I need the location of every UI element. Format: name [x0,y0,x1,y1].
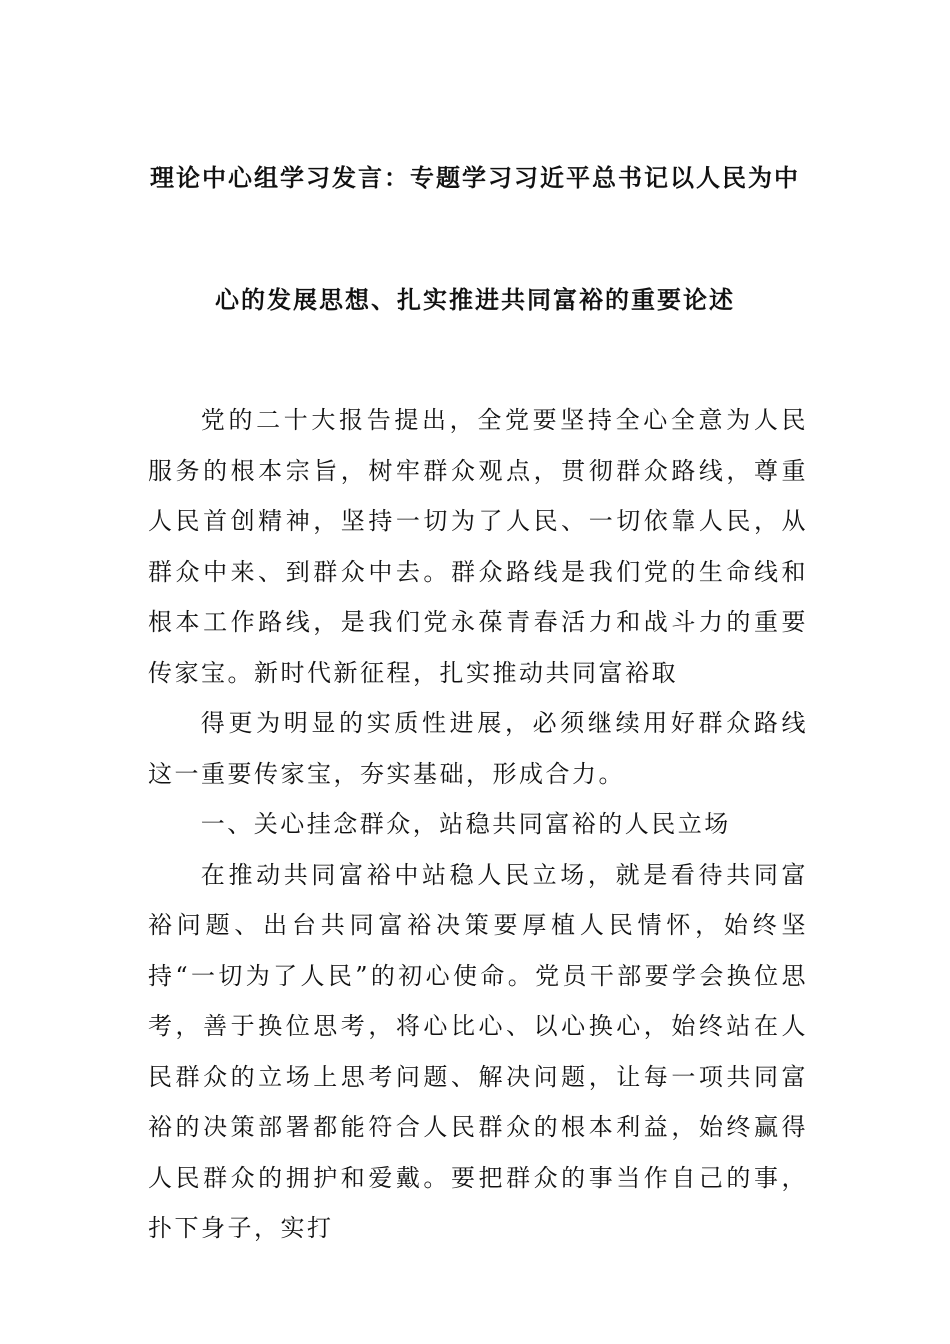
paragraph-section-1: 在推动共同富裕中站稳人民立场，就是看待共同富裕问题、出台共同富裕决策要厚植人民情怀，始终坚持“一切为了人民”的初心使命。党员干部要学会换位思考，善于换位思考，将心比心、以心换心，始终站在人民群众的立场上思考问题、解决问题，让每一项共同富裕的决策部署都能符合人民群众的根本利益，始终赢得人民群众的拥护和爱戴。要把群众的事当作自己的事，扑下身子，实打 [148,860,808,1242]
document-body [148,395,808,1254]
document-title-line-1: 理论中心组学习发言：专题学习习近平总书记以人民为中 [150,164,800,192]
paragraph-intro: 党的二十大报告提出，全党要坚持全心全意为人民服务的根本宗旨，树牢群众观点，贯彻群众路线，尊重人民首创精神，坚持一切为了人民、一切依靠人民，从群众中来、到群众中去。群众路线是我们党的生命线和根本工作路线，是我们党永葆青春活力和战斗力的重要传家宝。新时代新征程，扎实推动共同富裕取 [148,406,808,687]
document-title-line-2: 心的发展思想、扎实推进共同富裕的重要论述 [215,286,735,314]
section-heading-1: 一、关心挂念群众，站稳共同富裕的人民立场 [200,810,731,838]
paragraph-continuation: 得更为明显的实质性进展，必须继续用好群众路线这一重要传家宝，夯实基础，形成合力。 [148,709,808,788]
